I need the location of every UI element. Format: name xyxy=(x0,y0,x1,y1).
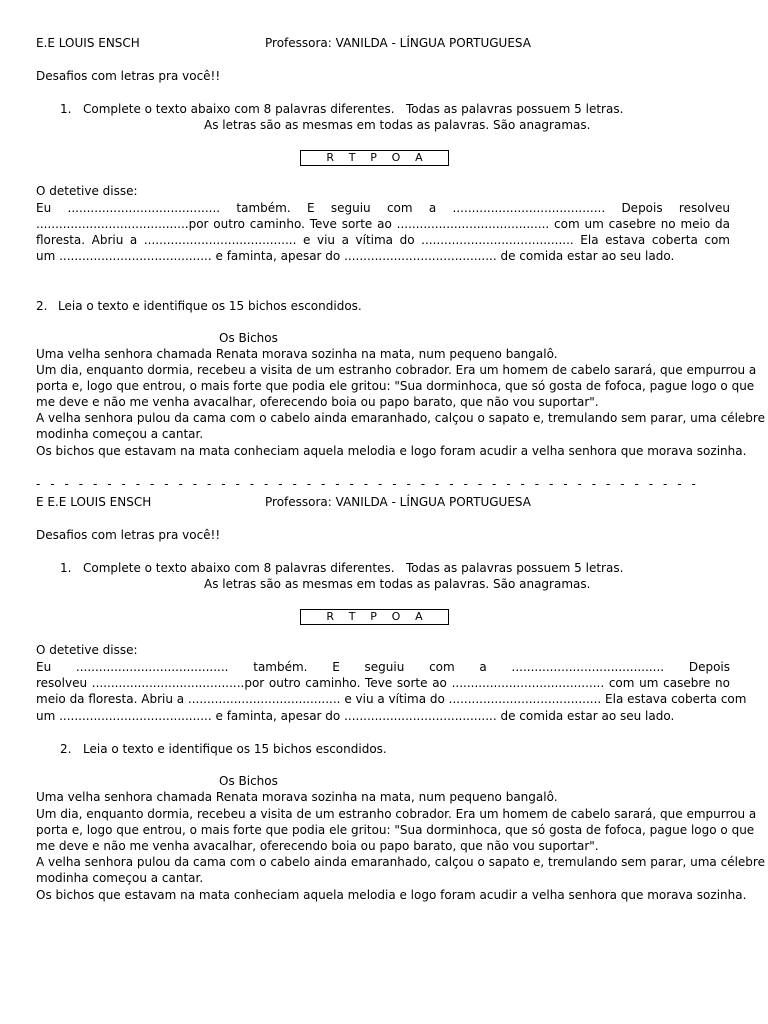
detective-intro: O detetive disse: xyxy=(36,184,138,198)
question-2-text: Leia o texto e identifique os 15 bichos escondidos. xyxy=(58,299,362,313)
question-1-line-2: As letras são as mesmas em todas as palavras. São anagramas. xyxy=(204,118,591,132)
question-1-line-1: Complete o texto abaixo com 8 palavras diferentes. Todas as palavras possuem 5 letras. xyxy=(83,102,624,116)
letter-box xyxy=(300,150,449,166)
dash: - xyxy=(36,477,41,491)
school-name: E.E LOUIS ENSCH xyxy=(36,36,140,50)
letter: P xyxy=(370,610,377,623)
dash: - xyxy=(335,477,340,491)
dash: - xyxy=(249,477,255,491)
dash: - xyxy=(477,477,483,491)
story-line: Uma velha senhora chamada Renata morava sozinha na mata, num pequeno bangalô. xyxy=(36,347,558,361)
dash: - xyxy=(321,477,326,491)
dash: - xyxy=(406,477,411,491)
story-line: Os bichos que estavam na mata conheciam aquela melodia e logo foram acudir a velha senhora que morava sozinha. xyxy=(36,444,747,458)
story-line: me deve e não me venha avacalhar, oferecendo boia ou papo barato, que não vou suportar". xyxy=(36,395,599,409)
dash: - xyxy=(221,477,226,491)
dash: - xyxy=(591,477,597,491)
dash: - xyxy=(278,477,283,491)
dash: - xyxy=(363,477,369,491)
story-title: Os Bichos xyxy=(219,774,278,788)
question-1-line-1: Complete o texto abaixo com 8 palavras diferentes. Todas as palavras possuem 5 letras. xyxy=(83,561,624,575)
story-line: porta e, logo que entrou, o mais forte que podia ele gritou: "Sua dorminhoca, que só gosta de fofoca, pague logo o que xyxy=(36,379,755,393)
dash: - xyxy=(164,477,169,491)
challenge-title: Desafios com letras pra você!! xyxy=(36,528,221,542)
dash: - xyxy=(677,477,682,491)
letter: T xyxy=(348,151,356,164)
story-line: Uma velha senhora chamada Renata morava sozinha na mata, num pequeno bangalô. xyxy=(36,790,558,804)
dash: - xyxy=(349,477,354,491)
story-line: modinha começou a cantar. xyxy=(36,427,204,441)
letter: P xyxy=(370,151,377,164)
dash: - xyxy=(50,477,55,491)
detective-line: resolveu ........................................por outro caminho. Teve sorte ao ........................................ com um casebre no xyxy=(36,676,730,690)
dash: - xyxy=(691,477,696,491)
dash: - xyxy=(64,477,69,491)
question-1-line-2: As letras são as mesmas em todas as palavras. São anagramas. xyxy=(204,577,591,591)
letter: R xyxy=(326,151,335,164)
challenge-title: Desafios com letras pra você!! xyxy=(36,69,221,83)
cut-line xyxy=(36,476,696,492)
dash: - xyxy=(435,477,440,491)
story-line: porta e, logo que entrou, o mais forte que podia ele gritou: "Sua dorminhoca, que só gosta de fofoca, pague logo o que xyxy=(36,823,755,837)
story-line: Um dia, enquanto dormia, recebeu a visita de um estranho cobrador. Era um homem de cabelo sarará, que empurrou a xyxy=(36,807,757,821)
dash: - xyxy=(620,477,625,491)
dash: - xyxy=(292,477,297,491)
story-line: me deve e não me venha avacalhar, oferecendo boia ou papo barato, que não vou suportar". xyxy=(36,839,599,853)
story-title: Os Bichos xyxy=(219,331,278,345)
dash: - xyxy=(549,477,554,491)
dash: - xyxy=(534,477,540,491)
letter: R xyxy=(326,610,335,623)
letter: O xyxy=(391,151,401,164)
dash: - xyxy=(121,477,126,491)
dash: - xyxy=(306,477,312,491)
dash: - xyxy=(520,477,525,491)
dash: - xyxy=(563,477,568,491)
detective-line: floresta. Abriu a ........................................ e viu a vítima do ........................................ Ela estava coberta com xyxy=(36,233,730,247)
story-line: A velha senhora pulou da cama com o cabelo ainda emaranhado, calçou o sapato e, tremulando sem parar, uma célebre xyxy=(36,411,765,425)
dash: - xyxy=(378,477,383,491)
dash: - xyxy=(492,477,497,491)
dash: - xyxy=(449,477,454,491)
dash: - xyxy=(78,477,84,491)
dash: - xyxy=(107,477,112,491)
school-name: E E.E LOUIS ENSCH xyxy=(36,495,152,509)
question-number: 1. xyxy=(60,561,72,575)
dash: - xyxy=(392,477,397,491)
story-line: Os bichos que estavam na mata conheciam aquela melodia e logo foram acudir a velha senhora que morava sozinha. xyxy=(36,888,747,902)
letter: A xyxy=(415,610,423,623)
dash: - xyxy=(150,477,155,491)
letter: A xyxy=(415,151,423,164)
dash: - xyxy=(506,477,511,491)
letter: T xyxy=(348,610,356,623)
dash: - xyxy=(463,477,468,491)
detective-line: Eu ........................................ também. E seguiu com a ........................................ Depois resolveu xyxy=(36,201,730,215)
dash: - xyxy=(663,477,668,491)
question-number: 2. xyxy=(60,742,72,756)
detective-line: um ........................................ e faminta, apesar do ........................................ de comida estar ao seu lado. xyxy=(36,249,675,263)
detective-line: ........................................por outro caminho. Teve sorte ao ........................................ com um casebre no meio da xyxy=(36,217,730,231)
teacher-header: Professora: VANILDA - LÍNGUA PORTUGUESA xyxy=(265,495,531,509)
question-number: 2. xyxy=(36,299,48,313)
teacher-header: Professora: VANILDA - LÍNGUA PORTUGUESA xyxy=(265,36,531,50)
dash: - xyxy=(420,477,426,491)
detective-line: um ........................................ e faminta, apesar do ........................................ de comida estar ao seu lado. xyxy=(36,709,675,723)
dash: - xyxy=(192,477,198,491)
question-2-text: Leia o texto e identifique os 15 bichos escondidos. xyxy=(83,742,387,756)
dash: - xyxy=(93,477,98,491)
detective-line: Eu ........................................ também. E seguiu com a ........................................ Depois xyxy=(36,660,730,674)
question-number: 1. xyxy=(60,102,72,116)
dash: - xyxy=(648,477,654,491)
story-line: modinha começou a cantar. xyxy=(36,871,204,885)
letter: O xyxy=(391,610,401,623)
story-line: A velha senhora pulou da cama com o cabelo ainda emaranhado, calçou o sapato e, tremulando sem parar, uma célebre xyxy=(36,855,765,869)
dash: - xyxy=(634,477,639,491)
dash: - xyxy=(235,477,240,491)
dash: - xyxy=(135,477,141,491)
story-line: Um dia, enquanto dormia, recebeu a visita de um estranho cobrador. Era um homem de cabelo sarará, que empurrou a xyxy=(36,363,757,377)
letter-box xyxy=(300,609,449,625)
dash: - xyxy=(577,477,582,491)
detective-line: meio da floresta. Abriu a ........................................ e viu a vítima do ........................................ Ela estava coberta com xyxy=(36,692,747,706)
dash: - xyxy=(606,477,611,491)
dash: - xyxy=(264,477,269,491)
dash: - xyxy=(207,477,212,491)
detective-intro: O detetive disse: xyxy=(36,643,138,657)
dash: - xyxy=(178,477,183,491)
